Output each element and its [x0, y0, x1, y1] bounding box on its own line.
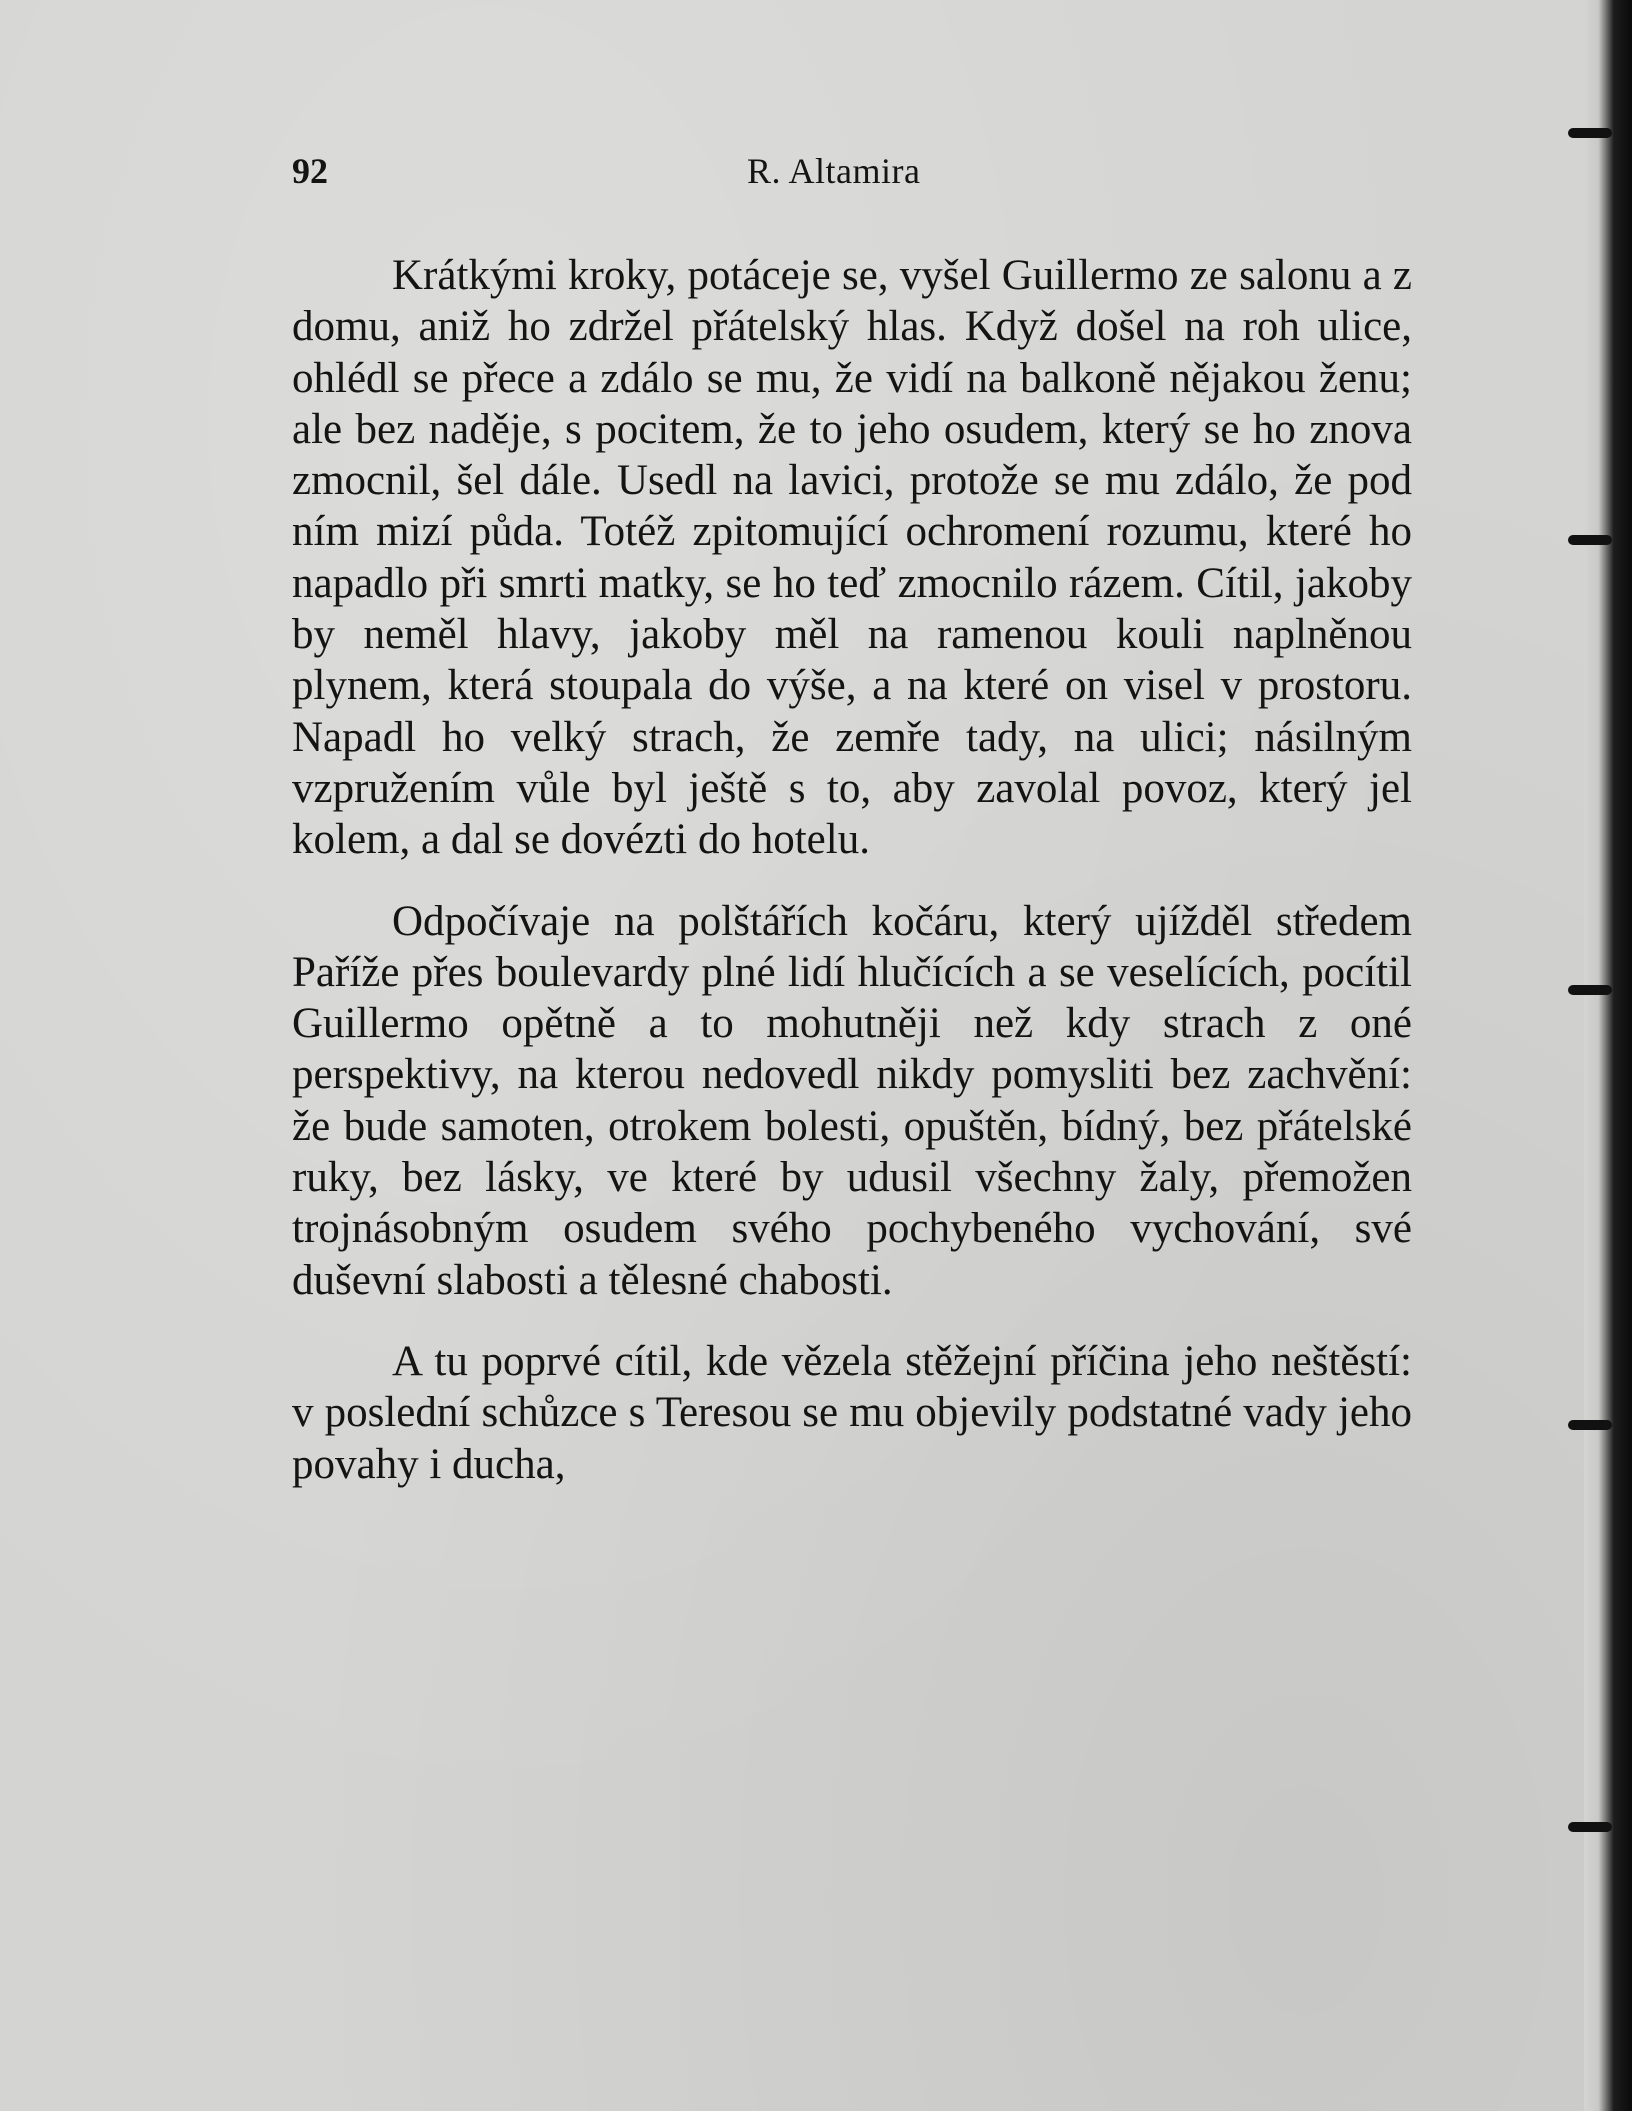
spine-mark [1568, 535, 1612, 545]
spine-mark [1568, 1420, 1612, 1430]
spine-mark [1568, 1822, 1612, 1832]
paragraph: Krátkými kroky, potáceje se, vyšel Guillermo ze salonu a z domu, aniž ho zdržel přátelský hlas. Když došel na roh ulice, ohlédl se přece a zdálo se mu, že vidí na balkoně nějakou ženu; ale bez naděje, s pocitem, že to jeho osudem, který se ho znova zmocnil, šel dále. Usedl na lavici, protože se mu zdálo, že pod ním mizí půda. Totéž zpitomující ochromení rozumu, které ho napadlo při smrti matky, se ho teď zmocnilo rázem. Cítil, jakoby by neměl hlavy, jakoby měl na ramenou kouli naplněnou plynem, která stoupala do výše, a na které on visel v prostoru. Napadl ho velký strach, že zemře tady, na ulici; násilným vzpružením vůle byl ještě s to, aby zavolal povoz, který jel kolem, a dal se dovézti do hotelu. [292, 252, 1412, 864]
paragraph: Odpočívaje na polštářích kočáru, který ujížděl středem Paříže přes boulevardy plné lidí hlučících a se veselících, pocítil Guillermo opětně a to mohutněji než kdy strach z oné perspektivy, na kterou nedovedl nikdy pomysliti bez zachvění: že bude samoten, otrokem bolesti, opuštěn, bídný, bez přátelské ruky, bez lásky, ve které by udusil všechny žaly, přemožen trojnásobným osudem svého pochybeného vychování, své duševní slabosti a tělesné chabosti. [292, 897, 1412, 1304]
body-text [292, 250, 1412, 1490]
paragraph: A tu poprvé cítil, kde vězela stěžejní příčina jeho neštěstí: v poslední schůzce s Teresou se mu objevily podstatné vady jeho povahy i ducha, [292, 1337, 1412, 1488]
spine-mark [1568, 128, 1612, 138]
page-number: 92 [292, 151, 328, 191]
spine-mark [1568, 985, 1612, 995]
page-header [292, 150, 1412, 200]
running-head: R. Altamira [747, 151, 921, 191]
book-spine-edge [1584, 0, 1632, 2111]
